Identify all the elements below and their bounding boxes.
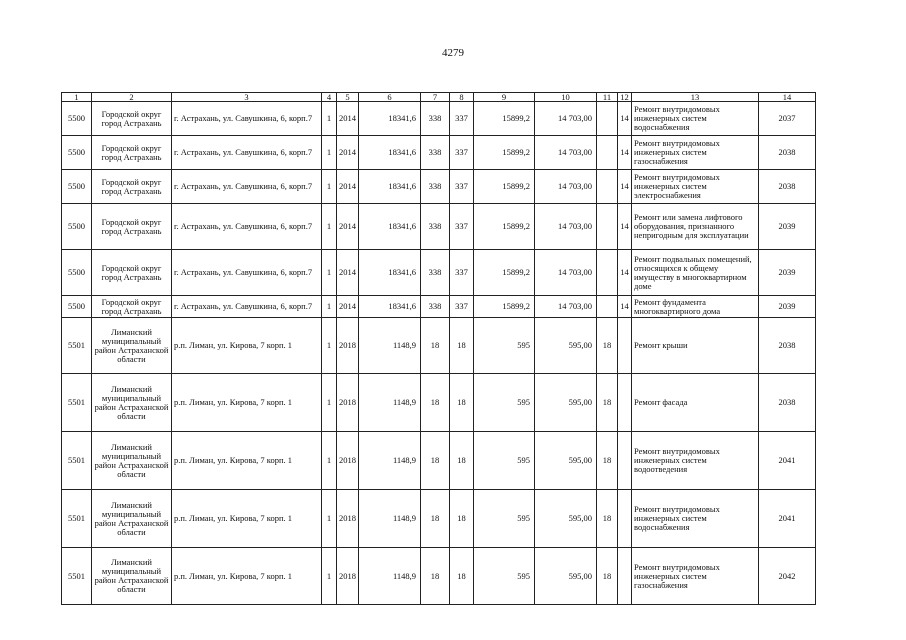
work-type-cell: Ремонт фасада [632, 374, 759, 432]
col-11-cell: 18 [597, 374, 618, 432]
address-cell: г. Астрахань, ул. Савушкина, 6, корп.7 [172, 296, 322, 318]
col-7-cell: 338 [421, 170, 450, 204]
row-number-cell: 5501 [62, 318, 92, 374]
planned-year-cell: 2038 [759, 374, 816, 432]
amount-cell: 14 703,00 [535, 136, 597, 170]
col-8-cell: 337 [450, 204, 474, 250]
area-cell: 1148,9 [359, 318, 421, 374]
col-9-cell: 15899,2 [474, 250, 535, 296]
row-number-cell: 5500 [62, 250, 92, 296]
col-4-cell: 1 [322, 296, 337, 318]
col-9-cell: 15899,2 [474, 296, 535, 318]
col-4-cell: 1 [322, 102, 337, 136]
area-cell: 18341,6 [359, 102, 421, 136]
address-cell: г. Астрахань, ул. Савушкина, 6, корп.7 [172, 136, 322, 170]
col-4-cell: 1 [322, 136, 337, 170]
municipality-cell: Городской округ город Астрахань [92, 170, 172, 204]
address-cell: р.п. Лиман, ул. Кирова, 7 корп. 1 [172, 318, 322, 374]
table-row [62, 102, 816, 136]
work-type-cell: Ремонт или замена лифтового оборудования, признанного непригодным для эксплуатации [632, 204, 759, 250]
table-row [62, 490, 816, 548]
row-number-cell: 5501 [62, 432, 92, 490]
col-12-cell: 14 [618, 204, 632, 250]
header-cell: 1 [62, 93, 92, 102]
col-12-cell: 14 [618, 170, 632, 204]
col-12-cell: 14 [618, 102, 632, 136]
work-type-cell: Ремонт внутридомовых инженерных систем водоотведения [632, 432, 759, 490]
col-12-cell [618, 548, 632, 605]
address-cell: р.п. Лиман, ул. Кирова, 7 корп. 1 [172, 374, 322, 432]
col-7-cell: 18 [421, 318, 450, 374]
col-12-cell: 14 [618, 296, 632, 318]
address-cell: р.п. Лиман, ул. Кирова, 7 корп. 1 [172, 490, 322, 548]
table-row [62, 170, 816, 204]
col-8-cell: 337 [450, 102, 474, 136]
work-type-cell: Ремонт внутридомовых инженерных систем электроснабжения [632, 170, 759, 204]
year-cell: 2018 [337, 548, 359, 605]
area-cell: 18341,6 [359, 204, 421, 250]
col-12-cell: 14 [618, 136, 632, 170]
row-number-cell: 5500 [62, 170, 92, 204]
col-7-cell: 18 [421, 374, 450, 432]
area-cell: 18341,6 [359, 296, 421, 318]
area-cell: 18341,6 [359, 136, 421, 170]
address-cell: р.п. Лиман, ул. Кирова, 7 корп. 1 [172, 432, 322, 490]
header-cell: 11 [597, 93, 618, 102]
header-cell: 10 [535, 93, 597, 102]
area-cell: 18341,6 [359, 250, 421, 296]
col-7-cell: 18 [421, 432, 450, 490]
col-7-cell: 18 [421, 548, 450, 605]
col-11-cell: 18 [597, 490, 618, 548]
col-4-cell: 1 [322, 374, 337, 432]
planned-year-cell: 2041 [759, 490, 816, 548]
amount-cell: 14 703,00 [535, 296, 597, 318]
row-number-cell: 5501 [62, 490, 92, 548]
municipality-cell: Лиманский муниципальный район Астраханской области [92, 374, 172, 432]
col-7-cell: 338 [421, 250, 450, 296]
year-cell: 2018 [337, 490, 359, 548]
col-11-cell: 18 [597, 318, 618, 374]
col-4-cell: 1 [322, 250, 337, 296]
header-cell: 8 [450, 93, 474, 102]
col-4-cell: 1 [322, 170, 337, 204]
col-9-cell: 595 [474, 490, 535, 548]
col-9-cell: 15899,2 [474, 170, 535, 204]
work-type-cell: Ремонт внутридомовых инженерных систем водоснабжения [632, 490, 759, 548]
municipality-cell: Лиманский муниципальный район Астраханской области [92, 318, 172, 374]
amount-cell: 14 703,00 [535, 204, 597, 250]
col-8-cell: 18 [450, 318, 474, 374]
year-cell: 2018 [337, 374, 359, 432]
header-row [62, 93, 816, 102]
year-cell: 2014 [337, 170, 359, 204]
col-4-cell: 1 [322, 204, 337, 250]
amount-cell: 595,00 [535, 318, 597, 374]
table-row [62, 374, 816, 432]
address-cell: г. Астрахань, ул. Савушкина, 6, корп.7 [172, 204, 322, 250]
col-9-cell: 15899,2 [474, 204, 535, 250]
amount-cell: 14 703,00 [535, 170, 597, 204]
col-8-cell: 337 [450, 136, 474, 170]
col-7-cell: 338 [421, 296, 450, 318]
planned-year-cell: 2038 [759, 318, 816, 374]
work-type-cell: Ремонт фундамента многоквартирного дома [632, 296, 759, 318]
amount-cell: 14 703,00 [535, 102, 597, 136]
col-11-cell [597, 250, 618, 296]
row-number-cell: 5500 [62, 296, 92, 318]
col-11-cell [597, 204, 618, 250]
municipality-cell: Городской округ город Астрахань [92, 136, 172, 170]
col-8-cell: 337 [450, 170, 474, 204]
work-type-cell: Ремонт внутридомовых инженерных систем водоснабжения [632, 102, 759, 136]
municipality-cell: Лиманский муниципальный район Астраханской области [92, 432, 172, 490]
col-9-cell: 595 [474, 548, 535, 605]
amount-cell: 14 703,00 [535, 250, 597, 296]
col-4-cell: 1 [322, 548, 337, 605]
table-row [62, 318, 816, 374]
col-7-cell: 338 [421, 102, 450, 136]
col-12-cell: 14 [618, 250, 632, 296]
year-cell: 2018 [337, 432, 359, 490]
page-number: 4279 [442, 47, 464, 59]
header-cell: 7 [421, 93, 450, 102]
row-number-cell: 5500 [62, 204, 92, 250]
amount-cell: 595,00 [535, 432, 597, 490]
municipality-cell: Городской округ город Астрахань [92, 102, 172, 136]
table-row [62, 204, 816, 250]
table-row [62, 548, 816, 605]
header-cell: 6 [359, 93, 421, 102]
row-number-cell: 5501 [62, 548, 92, 605]
header-cell: 14 [759, 93, 816, 102]
col-9-cell: 595 [474, 318, 535, 374]
address-cell: г. Астрахань, ул. Савушкина, 6, корп.7 [172, 250, 322, 296]
year-cell: 2018 [337, 318, 359, 374]
col-9-cell: 15899,2 [474, 136, 535, 170]
area-cell: 1148,9 [359, 374, 421, 432]
col-11-cell: 18 [597, 432, 618, 490]
col-11-cell [597, 102, 618, 136]
col-4-cell: 1 [322, 318, 337, 374]
col-4-cell: 1 [322, 432, 337, 490]
area-cell: 1148,9 [359, 432, 421, 490]
col-11-cell [597, 136, 618, 170]
planned-year-cell: 2038 [759, 136, 816, 170]
table-row [62, 296, 816, 318]
municipality-cell: Лиманский муниципальный район Астраханской области [92, 548, 172, 605]
amount-cell: 595,00 [535, 490, 597, 548]
year-cell: 2014 [337, 204, 359, 250]
address-cell: р.п. Лиман, ул. Кирова, 7 корп. 1 [172, 548, 322, 605]
col-8-cell: 18 [450, 490, 474, 548]
row-number-cell: 5501 [62, 374, 92, 432]
table-row [62, 432, 816, 490]
col-12-cell [618, 374, 632, 432]
amount-cell: 595,00 [535, 548, 597, 605]
col-11-cell [597, 170, 618, 204]
year-cell: 2014 [337, 102, 359, 136]
col-9-cell: 595 [474, 432, 535, 490]
col-8-cell: 18 [450, 548, 474, 605]
header-cell: 4 [322, 93, 337, 102]
col-4-cell: 1 [322, 490, 337, 548]
row-number-cell: 5500 [62, 102, 92, 136]
work-type-cell: Ремонт внутридомовых инженерных систем газоснабжения [632, 548, 759, 605]
col-9-cell: 15899,2 [474, 102, 535, 136]
area-cell: 18341,6 [359, 170, 421, 204]
work-type-cell: Ремонт внутридомовых инженерных систем газоснабжения [632, 136, 759, 170]
col-12-cell [618, 490, 632, 548]
municipality-cell: Лиманский муниципальный район Астраханской области [92, 490, 172, 548]
municipality-cell: Городской округ город Астрахань [92, 296, 172, 318]
area-cell: 1148,9 [359, 548, 421, 605]
year-cell: 2014 [337, 136, 359, 170]
header-cell: 3 [172, 93, 322, 102]
col-11-cell [597, 296, 618, 318]
planned-year-cell: 2037 [759, 102, 816, 136]
planned-year-cell: 2039 [759, 250, 816, 296]
table-row [62, 136, 816, 170]
col-8-cell: 18 [450, 432, 474, 490]
header-cell: 12 [618, 93, 632, 102]
planned-year-cell: 2042 [759, 548, 816, 605]
col-7-cell: 338 [421, 136, 450, 170]
header-cell: 2 [92, 93, 172, 102]
address-cell: г. Астрахань, ул. Савушкина, 6, корп.7 [172, 102, 322, 136]
header-cell: 9 [474, 93, 535, 102]
amount-cell: 595,00 [535, 374, 597, 432]
work-type-cell: Ремонт крыши [632, 318, 759, 374]
area-cell: 1148,9 [359, 490, 421, 548]
year-cell: 2014 [337, 296, 359, 318]
municipality-cell: Городской округ город Астрахань [92, 250, 172, 296]
col-12-cell [618, 432, 632, 490]
capital-repair-table [61, 92, 816, 605]
col-7-cell: 338 [421, 204, 450, 250]
header-cell: 5 [337, 93, 359, 102]
work-type-cell: Ремонт подвальных помещений, относящихся к общему имуществу в многоквартирном доме [632, 250, 759, 296]
col-8-cell: 337 [450, 250, 474, 296]
row-number-cell: 5500 [62, 136, 92, 170]
col-8-cell: 337 [450, 296, 474, 318]
year-cell: 2014 [337, 250, 359, 296]
planned-year-cell: 2041 [759, 432, 816, 490]
col-9-cell: 595 [474, 374, 535, 432]
municipality-cell: Городской округ город Астрахань [92, 204, 172, 250]
table-row [62, 250, 816, 296]
planned-year-cell: 2038 [759, 170, 816, 204]
header-cell: 13 [632, 93, 759, 102]
col-12-cell [618, 318, 632, 374]
planned-year-cell: 2039 [759, 296, 816, 318]
planned-year-cell: 2039 [759, 204, 816, 250]
col-11-cell: 18 [597, 548, 618, 605]
col-7-cell: 18 [421, 490, 450, 548]
address-cell: г. Астрахань, ул. Савушкина, 6, корп.7 [172, 170, 322, 204]
col-8-cell: 18 [450, 374, 474, 432]
